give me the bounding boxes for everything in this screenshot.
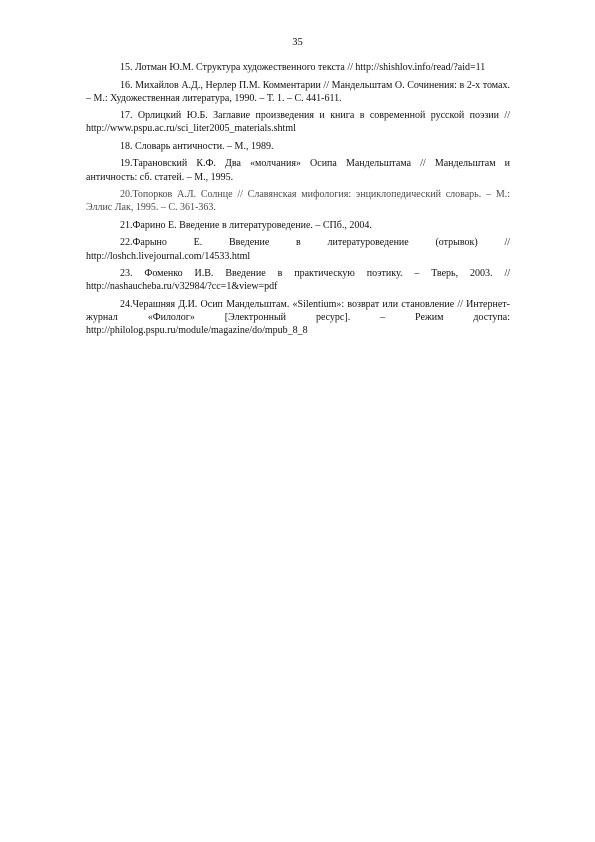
bibliography-entry-17: 17. Орлицкий Ю.Б. Заглавие произведения и книга в современной русской поэзии // http://www.pspu.ac.ru/sci_liter2005_materials.shtml	[86, 110, 510, 135]
bibliography-entry-19: 19.Тарановский К.Ф. Два «молчания» Осипа Мандельштама // Мандельштам и античность: сб. статей. – М., 1995.	[86, 158, 510, 183]
bibliography-entry-21: 21.Фарино Е. Введение в литературоведение. – СПб., 2004.	[120, 219, 372, 231]
bibliography-entry-16: 16. Михайлов А.Д., Нерлер П.М. Комментарии // Мандельштам О. Сочинения: в 2-х томах. – М.: Художественная литература, 1990. – Т. 1. – С. 441-611.	[86, 79, 510, 104]
page-number: 35	[292, 37, 303, 48]
bibliography-entry-20: 20.Топорков А.Л. Солнце // Славянская мифология: энциклопедический словарь. – М.: Эллис Лак, 1995. – С. 361-363.	[86, 189, 510, 214]
bibliography-entry-15: 15. Лотман Ю.М. Структура художественного текста // http://shishlov.info/read/?aid=11	[120, 62, 486, 73]
bibliography-entry-22: 22.Фарыно Е. Введение в литературоведение (отрывок) // http://loshch.livejournal.com/14533.html	[86, 237, 510, 262]
bibliography-entry-24: 24.Черашняя Д.И. Осип Мандельштам. «Silentium»: возврат или становление // Интернет-журнал «Филолог» [Электронный ресурс]. – Режим доступа: http://philolog.pspu.ru/module/magazine/do/mpub_8_8	[86, 298, 510, 337]
bibliography-entry-23: 23. Фоменко И.В. Введение в практическую поэтику. – Тверь, 2003. // http://nashaucheba.ru/v32984/?cc=1&view=pdf	[86, 268, 510, 293]
bibliography-entry-18: 18. Словарь античности. – М., 1989.	[120, 140, 274, 152]
bibliography-list	[86, 61, 510, 342]
